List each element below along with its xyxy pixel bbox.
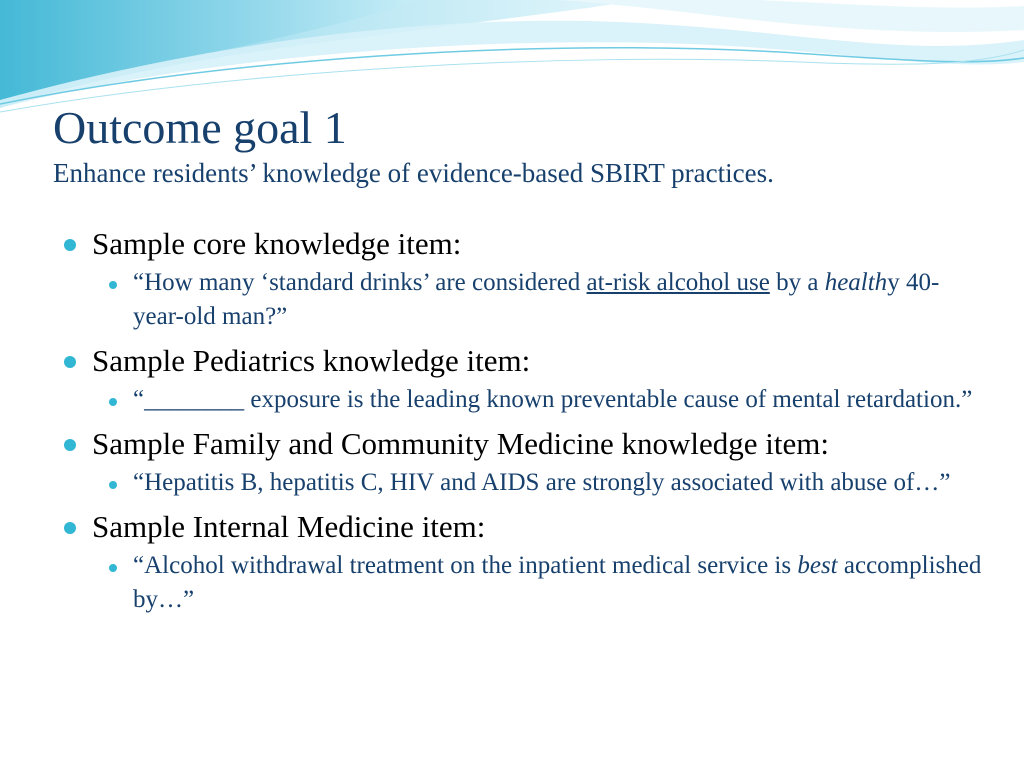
bullet-dot-icon xyxy=(64,522,76,534)
quote-text: “Alcohol withdrawal treatment on the inpatient medical service is xyxy=(133,552,798,579)
quote-text: “Hepatitis B, hepatitis C, HIV and AIDS are strongly associated with abuse of…” xyxy=(133,469,951,496)
bullet-dot-icon xyxy=(64,239,76,251)
title-block xyxy=(53,100,993,190)
italic-phrase: best xyxy=(797,552,838,579)
item-heading: Sample Family and Community Medicine knowledge item: xyxy=(92,426,830,461)
quote-text: “How many ‘standard drinks’ are considered xyxy=(133,269,587,296)
bullet-item-pediatrics xyxy=(62,340,982,382)
quote-text: by a xyxy=(769,269,825,296)
quote-text: accomplished by…” xyxy=(133,552,982,613)
sub-bullet-item-pediatrics xyxy=(103,383,982,417)
quote-text: “________ exposure is the leading known preventable cause of mental retardation.” xyxy=(133,386,973,413)
sub-bullet-dot-icon xyxy=(109,564,117,572)
item-heading: Sample Internal Medicine item: xyxy=(92,509,486,544)
sub-bullet-dot-icon xyxy=(109,481,117,489)
italic-phrase: health xyxy=(824,269,888,296)
bullet-list xyxy=(62,223,982,623)
bullet-item-family-medicine xyxy=(62,423,982,465)
sub-bullet-item-internal-medicine xyxy=(103,549,982,617)
bullet-dot-icon xyxy=(64,439,76,451)
sub-bullet-item-family-medicine xyxy=(103,466,982,500)
sub-bullet-dot-icon xyxy=(109,398,117,406)
item-heading: Sample core knowledge item: xyxy=(92,226,462,261)
bullet-item-internal-medicine xyxy=(62,506,982,548)
underlined-phrase: at-risk alcohol use xyxy=(586,269,770,296)
sub-bullet-dot-icon xyxy=(109,281,117,289)
item-heading: Sample Pediatrics knowledge item: xyxy=(92,343,531,378)
sub-bullet-item-core xyxy=(103,266,982,334)
slide-title: Outcome goal 1 xyxy=(53,102,347,153)
quote-text: y 40-year-old man?” xyxy=(133,269,940,330)
slide-subtitle: Enhance residents’ knowledge of evidence-based SBIRT practices. xyxy=(53,158,774,188)
bullet-item-core xyxy=(62,223,982,265)
bullet-dot-icon xyxy=(64,356,76,368)
